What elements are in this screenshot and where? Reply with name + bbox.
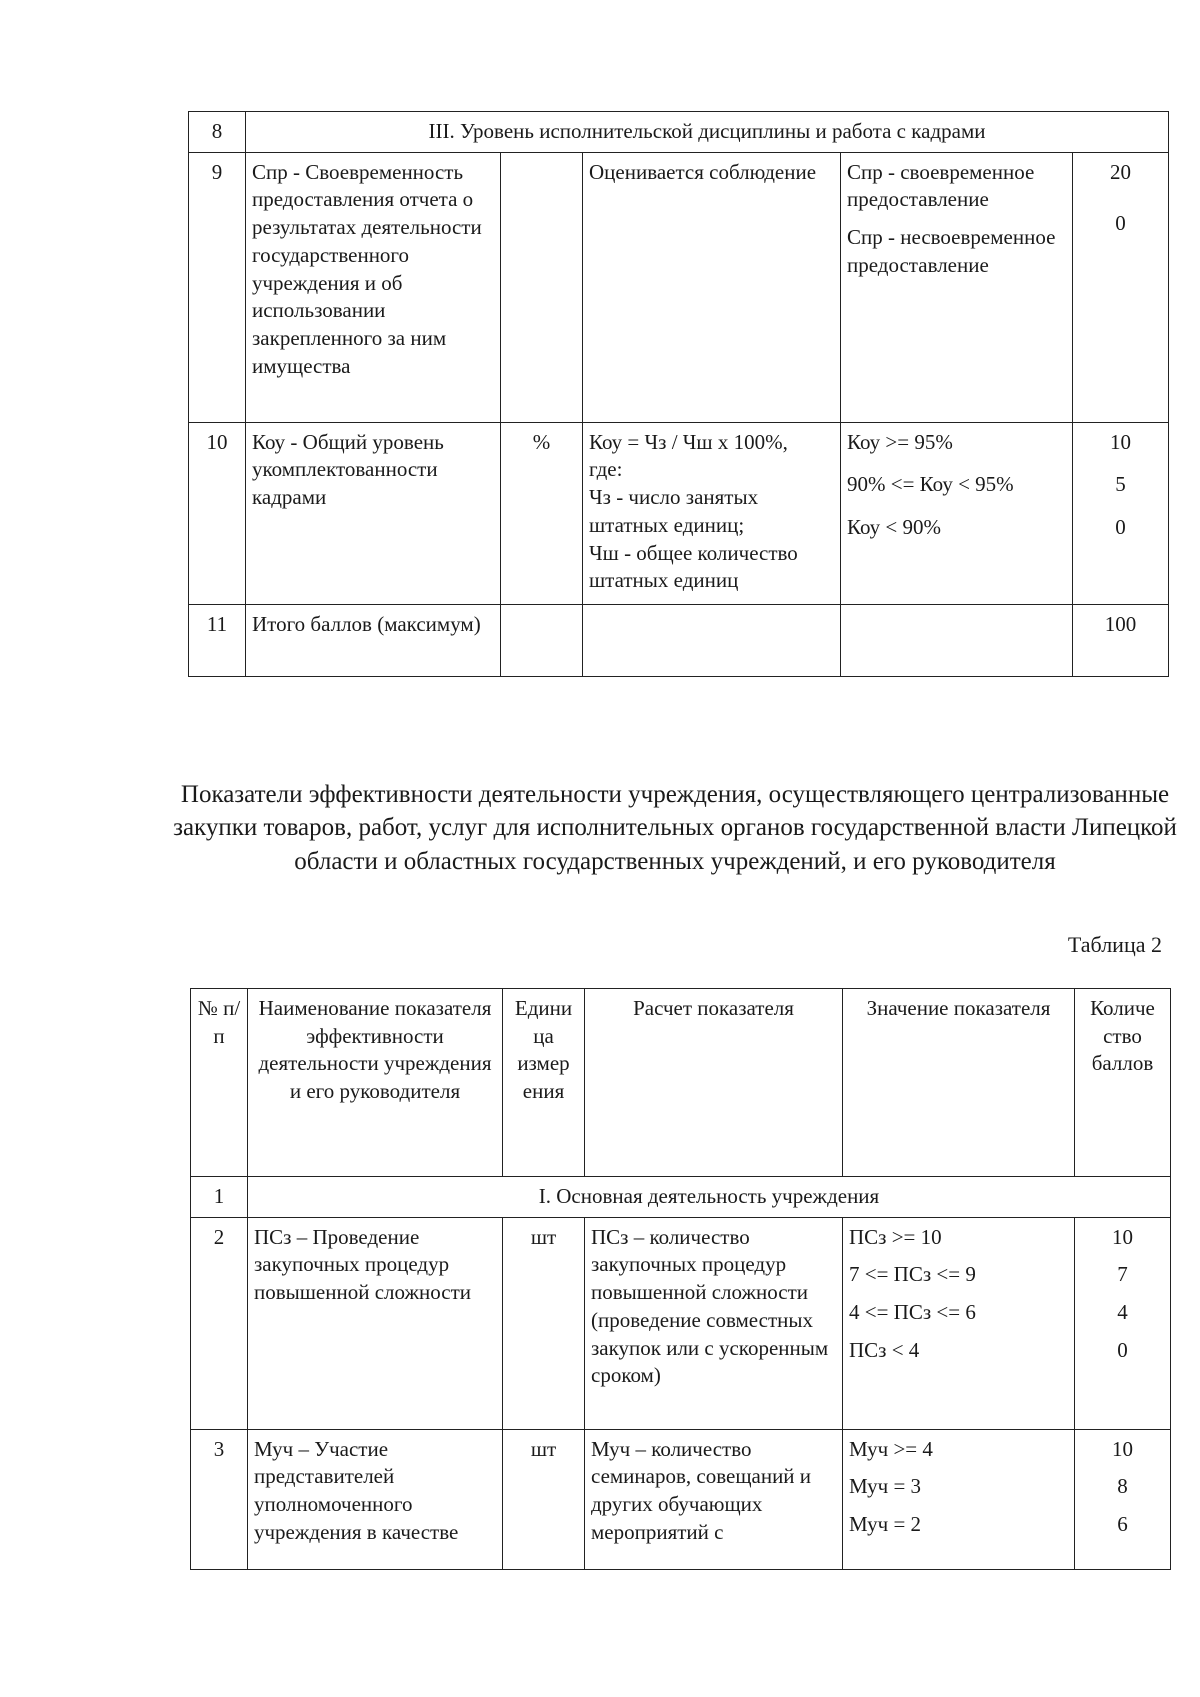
unit-cell: % [501, 422, 583, 604]
calculation-cell [583, 604, 841, 676]
value-line: Коу < 90% [847, 515, 941, 540]
table-header-row [191, 989, 1171, 1177]
indicator-name: ПСз – Проведение закупочных процедур повышенной сложности [248, 1217, 503, 1429]
value-cell [841, 152, 1073, 422]
indicators-table-continued [188, 111, 1169, 677]
value-line: ПСз >= 10 [849, 1224, 942, 1249]
points-value: 6 [1117, 1512, 1128, 1537]
calculation-cell: Оценивается соблюдение [583, 152, 841, 422]
value-cell [843, 1429, 1075, 1569]
indicator-name: Муч – Участие представителей уполномоченного учреждения в качестве [248, 1429, 503, 1569]
section-heading: III. Уровень исполнительской дисциплины и работа с кадрами [246, 112, 1169, 153]
row-number: 8 [189, 112, 246, 153]
table-row [191, 1217, 1171, 1429]
table-row [189, 112, 1169, 153]
value-line: 7 <= ПСз <= 9 [849, 1262, 976, 1287]
row-number: 3 [191, 1429, 248, 1569]
row-number: 11 [189, 604, 246, 676]
points-value: 8 [1117, 1474, 1128, 1499]
indicator-name: Спр - Своевременность предоставления отчета о результатах деятельности государственного учреждения и об использовании закрепленного за ним имущества [246, 152, 501, 422]
value-line: Коу >= 95% [847, 429, 953, 454]
page-title: Показатели эффективности деятельности учреждения, осуществляющего централизованные закупки товаров, работ, услуг для исполнительных органов государственной власти Липецкой области и областных государственных учреждений, и его руководителя [173, 781, 1177, 875]
row-number: 2 [191, 1217, 248, 1429]
value-cell [841, 422, 1073, 604]
value-cell [841, 604, 1073, 676]
table-row [189, 152, 1169, 422]
table-row [189, 604, 1169, 676]
points-cell [1073, 604, 1169, 676]
points-value: 0 [1115, 211, 1126, 236]
calculation-cell [583, 422, 841, 604]
header-unit: Едини ца измер ения [503, 989, 585, 1177]
calc-line: где: [589, 457, 623, 482]
calc-line: Чз - число занятых штатных единиц; [589, 485, 759, 537]
points-value: 20 [1110, 159, 1132, 184]
calc-line: Коу = Чз / Чш х 100%, [589, 429, 788, 454]
points-cell [1075, 1429, 1171, 1569]
table-row [191, 1177, 1171, 1218]
calculation-cell: ПСз – количество закупочных процедур повышенной сложности (проведение совместных закупок или с ускоренным сроком) [585, 1217, 843, 1429]
header-value: Значение показателя [843, 989, 1075, 1177]
points-value: 4 [1117, 1300, 1128, 1325]
points-value: 0 [1115, 515, 1126, 540]
row-number: 10 [189, 422, 246, 604]
indicators-table-2 [190, 988, 1171, 1570]
header-num: № п/п [191, 989, 248, 1177]
calc-line: Чш - общее количество штатных единиц [589, 540, 798, 593]
value-line: 4 <= ПСз <= 6 [849, 1300, 976, 1325]
table-row [191, 1429, 1171, 1569]
points-cell [1073, 152, 1169, 422]
header-name: Наименование показателя эффективности деятельности учреждения и его руководителя [248, 989, 503, 1177]
unit-cell [501, 152, 583, 422]
points-value: 100 [1104, 611, 1137, 636]
indicator-name: Итого баллов (максимум) [246, 604, 501, 676]
calculation-cell: Муч – количество семинаров, совещаний и других обучающих мероприятий с [585, 1429, 843, 1569]
unit-cell: шт [503, 1429, 585, 1569]
points-value: 5 [1115, 472, 1126, 497]
value-cell [843, 1217, 1075, 1429]
points-value: 7 [1117, 1262, 1128, 1287]
table-row [189, 422, 1169, 604]
points-cell [1073, 422, 1169, 604]
points-cell [1075, 1217, 1171, 1429]
table-number-label: Таблица 2 [1067, 932, 1162, 957]
points-value: 10 [1112, 1224, 1133, 1249]
header-points: Количе ство баллов [1075, 989, 1171, 1177]
points-value: 10 [1110, 429, 1132, 454]
value-line: Муч = 3 [849, 1474, 922, 1499]
row-number: 9 [189, 152, 246, 422]
indicator-name: Коу - Общий уровень укомплектованности кадрами [246, 422, 501, 604]
value-line: Муч >= 4 [849, 1436, 933, 1461]
unit-cell: шт [503, 1217, 585, 1429]
value-line: Спр - несвоевременное предоставление [847, 225, 1056, 277]
unit-cell [501, 604, 583, 676]
points-value: 0 [1117, 1337, 1128, 1362]
value-line: 90% <= Коу < 95% [847, 472, 1014, 497]
row-number: 1 [191, 1177, 248, 1218]
points-value: 10 [1112, 1436, 1133, 1461]
value-line: Спр - своевременное предоставление [847, 159, 1035, 212]
value-line: Муч = 2 [849, 1512, 922, 1537]
section-heading: I. Основная деятельность учреждения [248, 1177, 1171, 1218]
header-calc: Расчет показателя [585, 989, 843, 1177]
value-line: ПСз < 4 [849, 1337, 920, 1362]
